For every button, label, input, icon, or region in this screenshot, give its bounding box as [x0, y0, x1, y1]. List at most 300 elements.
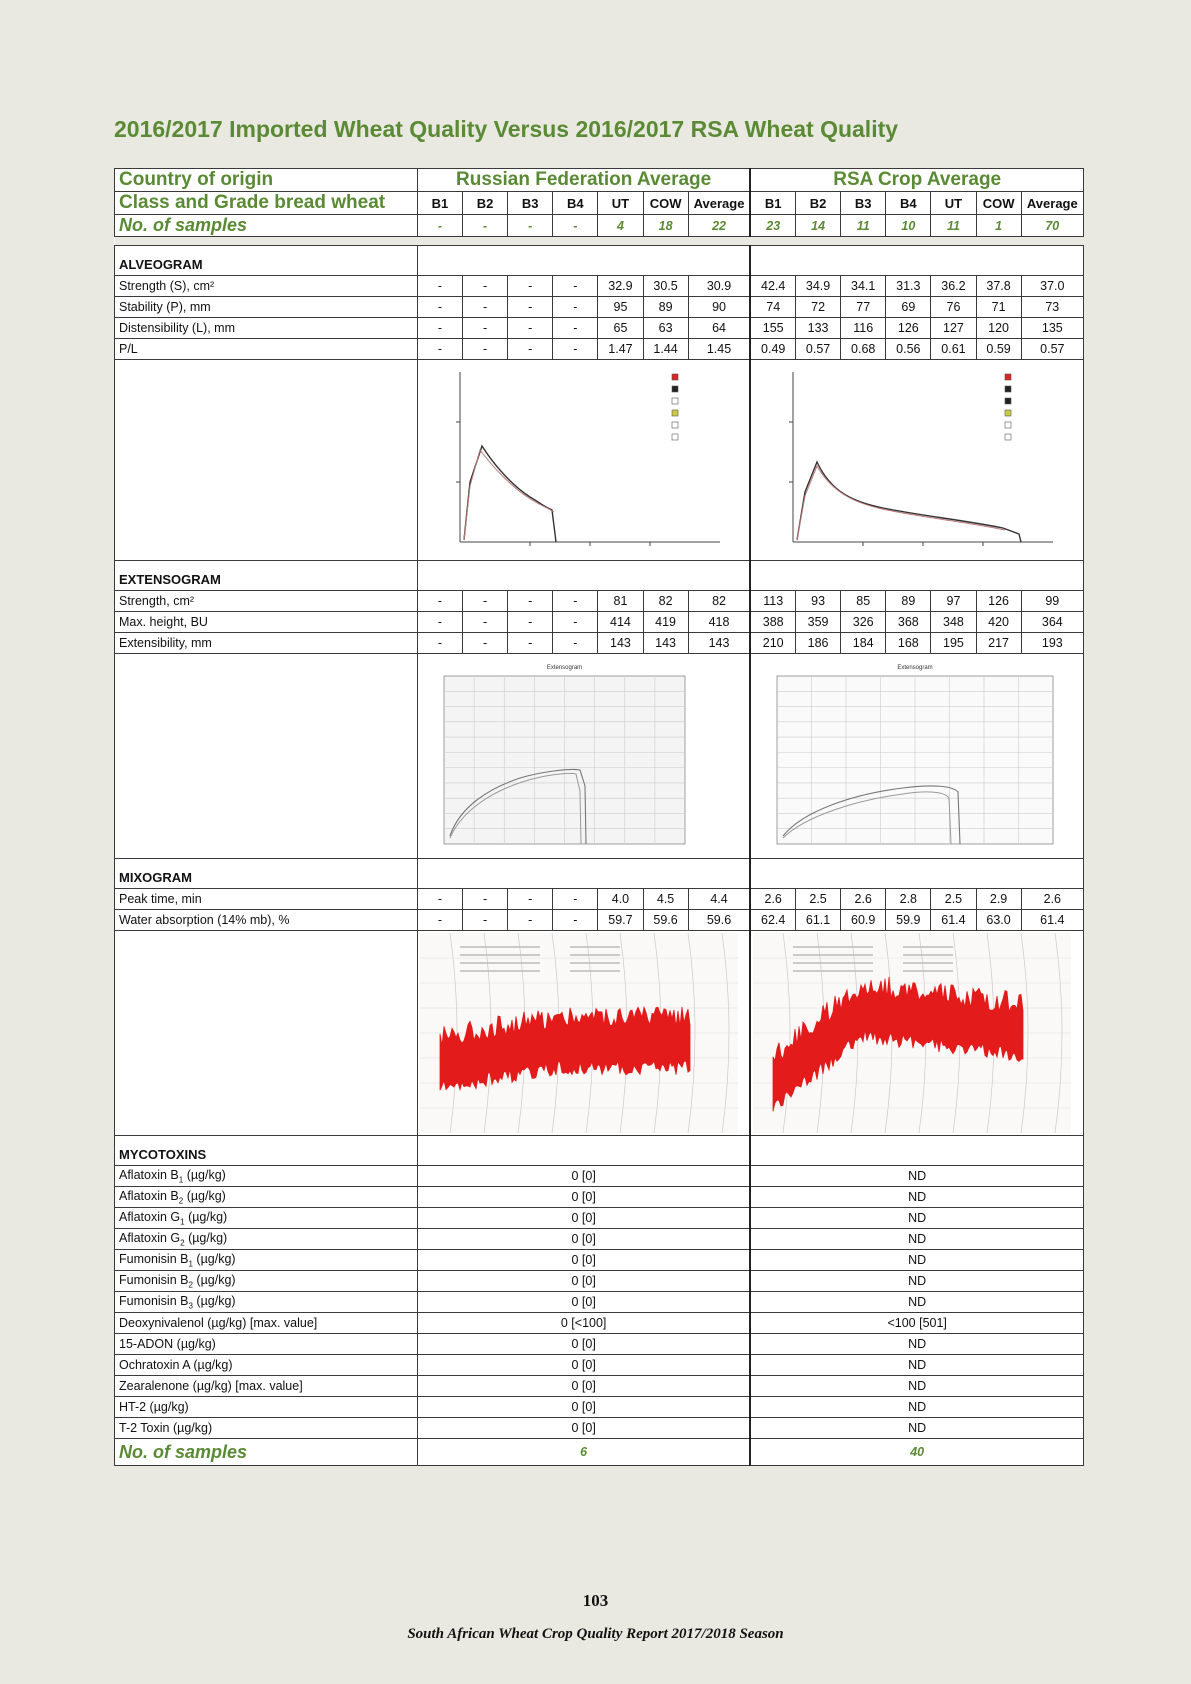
- value-rsa: 120: [976, 318, 1021, 339]
- mycotoxin-name: T-2 Toxin (µg/kg): [119, 1421, 213, 1435]
- value-rsa: ND: [750, 1271, 1083, 1292]
- mycotoxin-name: Fumonisin B: [119, 1293, 189, 1308]
- value-russia: -: [463, 297, 508, 318]
- legend-swatch: [672, 386, 678, 392]
- value-russia: 1.47: [598, 339, 643, 360]
- value-russia: 0 [0]: [417, 1271, 750, 1292]
- alveogram-chart-russia: [417, 360, 750, 561]
- table-row: [115, 1271, 1084, 1292]
- value-russia: -: [508, 318, 553, 339]
- value-rsa: 71: [976, 297, 1021, 318]
- chart-row-blank: [115, 931, 418, 1136]
- value-russia: -: [508, 339, 553, 360]
- value-russia: 0 [0]: [417, 1292, 750, 1313]
- mixogram-curve-image: [753, 933, 1071, 1133]
- mycotoxins-label: MYCOTOXINS: [115, 1136, 418, 1166]
- legend-swatch: [1005, 434, 1011, 440]
- value-rsa: 37.8: [976, 276, 1021, 297]
- grade-header-russia: B1: [417, 192, 462, 215]
- value-russia: 143: [598, 633, 643, 654]
- row-label: [115, 1397, 418, 1418]
- group-russia-header: Russian Federation Average: [417, 169, 750, 192]
- row-label: [115, 1376, 418, 1397]
- value-rsa: 0.57: [1021, 339, 1083, 360]
- value-rsa: ND: [750, 1292, 1083, 1313]
- table-row: [115, 1292, 1084, 1313]
- row-label: [115, 1292, 418, 1313]
- section-blank-russia: [417, 246, 750, 276]
- row-label: [115, 1187, 418, 1208]
- value-rsa: ND: [750, 1355, 1083, 1376]
- value-russia: 30.5: [643, 276, 688, 297]
- samples-russia: -: [508, 215, 553, 237]
- mycotoxin-subscript: 1: [178, 1175, 184, 1185]
- mixogram-chart-row: [115, 931, 1084, 1136]
- grade-header-rsa: B2: [796, 192, 841, 215]
- value-russia: 0 [0]: [417, 1418, 750, 1439]
- row-label: [115, 1208, 418, 1229]
- table-row: [115, 1166, 1084, 1187]
- mycotoxin-subscript: 2: [178, 1196, 184, 1206]
- value-rsa: 420: [976, 612, 1021, 633]
- value-russia: -: [553, 297, 598, 318]
- value-russia: -: [553, 276, 598, 297]
- mycotoxin-unit: (µg/kg): [184, 1230, 228, 1245]
- legend-swatch: [672, 410, 678, 416]
- samples-russia: 18: [643, 215, 688, 237]
- value-rsa: 62.4: [750, 910, 795, 931]
- spacer-cell: [115, 237, 1084, 246]
- mycotoxin-subscript: 2: [180, 1238, 185, 1248]
- table-row: [115, 276, 1084, 297]
- alveogram-chart-rsa: [750, 360, 1083, 561]
- value-rsa: 42.4: [750, 276, 795, 297]
- value-rsa: 2.9: [976, 889, 1021, 910]
- value-rsa: 59.9: [886, 910, 931, 931]
- samples-label: No. of samples: [115, 1439, 418, 1466]
- extensogram-curve-image: [753, 656, 1071, 856]
- value-russia: -: [417, 297, 462, 318]
- value-russia: -: [417, 591, 462, 612]
- value-rsa: 186: [796, 633, 841, 654]
- value-russia: -: [508, 276, 553, 297]
- value-rsa: 2.5: [796, 889, 841, 910]
- section-blank-rsa: [750, 561, 1083, 591]
- value-russia: 0 [<100]: [417, 1313, 750, 1334]
- value-rsa: 61.4: [931, 910, 976, 931]
- value-rsa: 326: [841, 612, 886, 633]
- value-russia: -: [553, 339, 598, 360]
- row-label: Distensibility (L), mm: [115, 318, 418, 339]
- value-russia: -: [463, 318, 508, 339]
- grade-header-rsa: Average: [1021, 192, 1083, 215]
- value-rsa: 133: [796, 318, 841, 339]
- extensogram-chart-title: Extensogram: [897, 665, 934, 671]
- value-russia: 82: [688, 591, 750, 612]
- table-row: [115, 318, 1084, 339]
- table-row: [115, 1334, 1084, 1355]
- row-label: Stability (P), mm: [115, 297, 418, 318]
- value-russia: 30.9: [688, 276, 750, 297]
- value-russia: 414: [598, 612, 643, 633]
- value-rsa: 99: [1021, 591, 1083, 612]
- mycotoxin-unit: (µg/kg): [192, 1251, 236, 1266]
- value-rsa: <100 [501]: [750, 1313, 1083, 1334]
- extensogram-section-header: [115, 561, 1084, 591]
- mycotoxin-subscript: 1: [180, 1217, 185, 1227]
- value-rsa: 63.0: [976, 910, 1021, 931]
- value-rsa: 184: [841, 633, 886, 654]
- table-row: [115, 1187, 1084, 1208]
- row-label: [115, 1313, 418, 1334]
- value-rsa: ND: [750, 1187, 1083, 1208]
- grade-header-rsa: COW: [976, 192, 1021, 215]
- row-label: [115, 1166, 418, 1187]
- section-blank-rsa: [750, 1136, 1083, 1166]
- value-rsa: 2.6: [841, 889, 886, 910]
- value-rsa: 210: [750, 633, 795, 654]
- value-russia: 89: [643, 297, 688, 318]
- value-rsa: 388: [750, 612, 795, 633]
- value-russia: 0 [0]: [417, 1187, 750, 1208]
- row-label: Strength, cm²: [115, 591, 418, 612]
- samples-rsa: 10: [886, 215, 931, 237]
- value-rsa: 126: [976, 591, 1021, 612]
- mycotoxin-unit: (µg/kg): [184, 1209, 228, 1224]
- extensogram-chart-title: Extensogram: [546, 665, 583, 671]
- legend-swatch: [1005, 422, 1011, 428]
- value-russia: 59.6: [643, 910, 688, 931]
- row-label: [115, 1250, 418, 1271]
- value-rsa: 116: [841, 318, 886, 339]
- value-rsa: 69: [886, 297, 931, 318]
- table-row: [115, 1229, 1084, 1250]
- value-russia: -: [417, 889, 462, 910]
- value-russia: -: [553, 591, 598, 612]
- value-russia: 0 [0]: [417, 1376, 750, 1397]
- value-russia: -: [417, 633, 462, 654]
- value-russia: 143: [688, 633, 750, 654]
- grade-header-rsa: B4: [886, 192, 931, 215]
- alveogram-chart-row: [115, 360, 1084, 561]
- section-blank-rsa: [750, 246, 1083, 276]
- mycotoxin-subscript: 2: [188, 1280, 193, 1290]
- row-label: Extensibility, mm: [115, 633, 418, 654]
- value-russia: -: [463, 889, 508, 910]
- value-rsa: 34.9: [796, 276, 841, 297]
- value-russia: 95: [598, 297, 643, 318]
- value-russia: 0 [0]: [417, 1397, 750, 1418]
- value-rsa: 348: [931, 612, 976, 633]
- chart-row-blank: [115, 360, 418, 561]
- mycotoxin-unit: (µg/kg): [183, 1188, 226, 1203]
- mycotoxin-name: Aflatoxin B: [119, 1167, 179, 1182]
- table-row: [115, 1313, 1084, 1334]
- value-rsa: 2.6: [1021, 889, 1083, 910]
- value-russia: -: [508, 612, 553, 633]
- page-title: 2016/2017 Imported Wheat Quality Versus 2016/2017 RSA Wheat Quality: [114, 116, 899, 142]
- value-rsa: 135: [1021, 318, 1083, 339]
- value-rsa: 85: [841, 591, 886, 612]
- mycotoxin-subscript: 1: [188, 1259, 193, 1269]
- value-rsa: 2.5: [931, 889, 976, 910]
- value-russia: -: [463, 633, 508, 654]
- value-russia: 143: [643, 633, 688, 654]
- value-rsa: ND: [750, 1418, 1083, 1439]
- value-russia: 65: [598, 318, 643, 339]
- legend-swatch: [672, 374, 678, 380]
- samples-rsa: 70: [1021, 215, 1083, 237]
- value-rsa: 359: [796, 612, 841, 633]
- table-row: [115, 1355, 1084, 1376]
- value-rsa: ND: [750, 1376, 1083, 1397]
- row-label: [115, 1229, 418, 1250]
- value-rsa: 0.59: [976, 339, 1021, 360]
- samples-rsa: 1: [976, 215, 1021, 237]
- row-label: Max. height, BU: [115, 612, 418, 633]
- value-rsa: ND: [750, 1334, 1083, 1355]
- table-row: [115, 1376, 1084, 1397]
- legend-swatch: [1005, 398, 1011, 404]
- samples-row: [115, 215, 1084, 237]
- value-russia: 419: [643, 612, 688, 633]
- mycotoxin-unit: (µg/kg): [183, 1167, 226, 1182]
- mycotoxin-samples-row: [115, 1439, 1084, 1466]
- value-rsa: 0.56: [886, 339, 931, 360]
- value-russia: -: [463, 612, 508, 633]
- row-label: Peak time, min: [115, 889, 418, 910]
- grade-header-russia: B2: [463, 192, 508, 215]
- mycotoxins-section-header: [115, 1136, 1084, 1166]
- table-row: [115, 910, 1084, 931]
- country-row: [115, 169, 1084, 192]
- samples-russia: 6: [417, 1439, 750, 1466]
- row-label: Strength (S), cm²: [115, 276, 418, 297]
- table-row: [115, 339, 1084, 360]
- row-label: [115, 1355, 418, 1376]
- value-russia: -: [553, 318, 598, 339]
- value-russia: 4.4: [688, 889, 750, 910]
- value-rsa: 126: [886, 318, 931, 339]
- value-russia: -: [463, 339, 508, 360]
- value-russia: 0 [0]: [417, 1334, 750, 1355]
- table-row: [115, 1250, 1084, 1271]
- value-russia: 0 [0]: [417, 1355, 750, 1376]
- mycotoxin-name: Aflatoxin G: [119, 1209, 181, 1224]
- samples-russia: -: [417, 215, 462, 237]
- value-russia: -: [417, 318, 462, 339]
- grade-header-rsa: B1: [750, 192, 795, 215]
- wheat-quality-table: [114, 168, 1084, 1466]
- value-rsa: 61.1: [796, 910, 841, 931]
- grade-row: [115, 192, 1084, 215]
- mixogram-label: MIXOGRAM: [115, 859, 418, 889]
- value-russia: 59.7: [598, 910, 643, 931]
- legend-swatch: [672, 422, 678, 428]
- value-rsa: 93: [796, 591, 841, 612]
- samples-russia: 22: [688, 215, 750, 237]
- value-russia: 63: [643, 318, 688, 339]
- table-row: [115, 889, 1084, 910]
- row-label: P/L: [115, 339, 418, 360]
- mycotoxin-name: Ochratoxin A (µg/kg): [119, 1358, 233, 1372]
- value-rsa: 72: [796, 297, 841, 318]
- value-rsa: 2.8: [886, 889, 931, 910]
- chart-row-blank: [115, 654, 418, 859]
- value-russia: -: [417, 339, 462, 360]
- mycotoxin-name: Fumonisin B: [119, 1251, 189, 1266]
- legend-swatch: [672, 398, 678, 404]
- mixogram-chart-russia: [417, 931, 750, 1136]
- value-rsa: 37.0: [1021, 276, 1083, 297]
- extensogram-chart-row: [115, 654, 1084, 859]
- grade-header-russia: B3: [508, 192, 553, 215]
- row-label: [115, 1334, 418, 1355]
- mycotoxin-name: Fumonisin B: [119, 1272, 189, 1287]
- value-russia: -: [417, 910, 462, 931]
- samples-russia: -: [553, 215, 598, 237]
- value-rsa: 74: [750, 297, 795, 318]
- value-russia: 418: [688, 612, 750, 633]
- mixogram-chart-rsa: [750, 931, 1083, 1136]
- value-russia: -: [508, 297, 553, 318]
- samples-rsa: 23: [750, 215, 795, 237]
- value-rsa: 77: [841, 297, 886, 318]
- value-rsa: 73: [1021, 297, 1083, 318]
- value-rsa: 368: [886, 612, 931, 633]
- table-row: [115, 612, 1084, 633]
- value-russia: -: [463, 591, 508, 612]
- value-rsa: ND: [750, 1397, 1083, 1418]
- samples-rsa: 11: [931, 215, 976, 237]
- value-rsa: 0.49: [750, 339, 795, 360]
- value-russia: 82: [643, 591, 688, 612]
- value-rsa: ND: [750, 1250, 1083, 1271]
- value-russia: 4.0: [598, 889, 643, 910]
- country-label: Country of origin: [115, 169, 418, 192]
- extensogram-curve-image: [420, 656, 738, 856]
- grade-header-rsa: UT: [931, 192, 976, 215]
- mycotoxin-name: Aflatoxin G: [119, 1230, 181, 1245]
- table-row: [115, 633, 1084, 654]
- value-russia: 0 [0]: [417, 1166, 750, 1187]
- table-row: [115, 1208, 1084, 1229]
- alveogram-curve-image: [420, 362, 738, 558]
- value-rsa: 113: [750, 591, 795, 612]
- value-russia: -: [553, 910, 598, 931]
- page-number: 103: [582, 1591, 609, 1610]
- value-rsa: 60.9: [841, 910, 886, 931]
- value-rsa: ND: [750, 1229, 1083, 1250]
- mycotoxin-name: 15-ADON (µg/kg): [119, 1337, 216, 1351]
- value-rsa: 61.4: [1021, 910, 1083, 931]
- value-russia: 0 [0]: [417, 1208, 750, 1229]
- value-rsa: ND: [750, 1166, 1083, 1187]
- value-rsa: 0.61: [931, 339, 976, 360]
- value-russia: 0 [0]: [417, 1250, 750, 1271]
- value-russia: 1.45: [688, 339, 750, 360]
- value-russia: 90: [688, 297, 750, 318]
- legend-swatch: [672, 434, 678, 440]
- value-rsa: ND: [750, 1208, 1083, 1229]
- value-russia: -: [508, 889, 553, 910]
- section-blank-russia: [417, 859, 750, 889]
- mycotoxin-unit: (µg/kg): [192, 1272, 236, 1287]
- value-russia: -: [553, 633, 598, 654]
- value-rsa: 34.1: [841, 276, 886, 297]
- value-russia: -: [463, 910, 508, 931]
- value-rsa: 155: [750, 318, 795, 339]
- value-russia: -: [553, 612, 598, 633]
- legend-swatch: [1005, 386, 1011, 392]
- value-russia: -: [508, 633, 553, 654]
- value-russia: 59.6: [688, 910, 750, 931]
- value-rsa: 89: [886, 591, 931, 612]
- value-rsa: 195: [931, 633, 976, 654]
- section-blank-russia: [417, 561, 750, 591]
- value-russia: -: [508, 910, 553, 931]
- value-russia: 64: [688, 318, 750, 339]
- value-rsa: 2.6: [750, 889, 795, 910]
- class-label: Class and Grade bread wheat: [115, 192, 418, 215]
- value-rsa: 31.3: [886, 276, 931, 297]
- mycotoxin-subscript: 3: [188, 1301, 193, 1311]
- value-rsa: 193: [1021, 633, 1083, 654]
- table-row: [115, 1418, 1084, 1439]
- value-rsa: 168: [886, 633, 931, 654]
- samples-rsa: 11: [841, 215, 886, 237]
- report-footer: South African Wheat Crop Quality Report 2017/2018 Season: [407, 1626, 784, 1642]
- value-rsa: 76: [931, 297, 976, 318]
- samples-rsa: 40: [750, 1439, 1083, 1466]
- samples-russia: -: [463, 215, 508, 237]
- value-russia: -: [508, 591, 553, 612]
- extensogram-label: EXTENSOGRAM: [115, 561, 418, 591]
- grade-header-russia: B4: [553, 192, 598, 215]
- samples-rsa: 14: [796, 215, 841, 237]
- mycotoxin-unit: (µg/kg): [192, 1293, 236, 1308]
- value-russia: 0 [0]: [417, 1229, 750, 1250]
- value-russia: 1.44: [643, 339, 688, 360]
- extensogram-chart-russia: [417, 654, 750, 859]
- spacer-row: [115, 237, 1084, 246]
- mixogram-section-header: [115, 859, 1084, 889]
- samples-label: No. of samples: [115, 215, 418, 237]
- value-russia: -: [417, 612, 462, 633]
- table-row: [115, 1397, 1084, 1418]
- grade-header-rsa: B3: [841, 192, 886, 215]
- alveogram-curve-image: [753, 362, 1071, 558]
- row-label: Water absorption (14% mb), %: [115, 910, 418, 931]
- value-russia: 4.5: [643, 889, 688, 910]
- samples-russia: 4: [598, 215, 643, 237]
- group-rsa-header: RSA Crop Average: [750, 169, 1083, 192]
- value-rsa: 127: [931, 318, 976, 339]
- value-russia: 32.9: [598, 276, 643, 297]
- alveogram-label: ALVEOGRAM: [115, 246, 418, 276]
- value-russia: -: [417, 276, 462, 297]
- mixogram-curve-image: [420, 933, 738, 1133]
- mycotoxin-name: Zearalenone (µg/kg) [max. value]: [119, 1379, 303, 1393]
- grade-header-russia: COW: [643, 192, 688, 215]
- mycotoxin-name: HT-2 (µg/kg): [119, 1400, 189, 1414]
- value-rsa: 217: [976, 633, 1021, 654]
- mycotoxin-name: Deoxynivalenol (µg/kg) [max. value]: [119, 1316, 318, 1330]
- value-rsa: 97: [931, 591, 976, 612]
- alveogram-section-header: [115, 246, 1084, 276]
- section-blank-rsa: [750, 859, 1083, 889]
- table-row: [115, 297, 1084, 318]
